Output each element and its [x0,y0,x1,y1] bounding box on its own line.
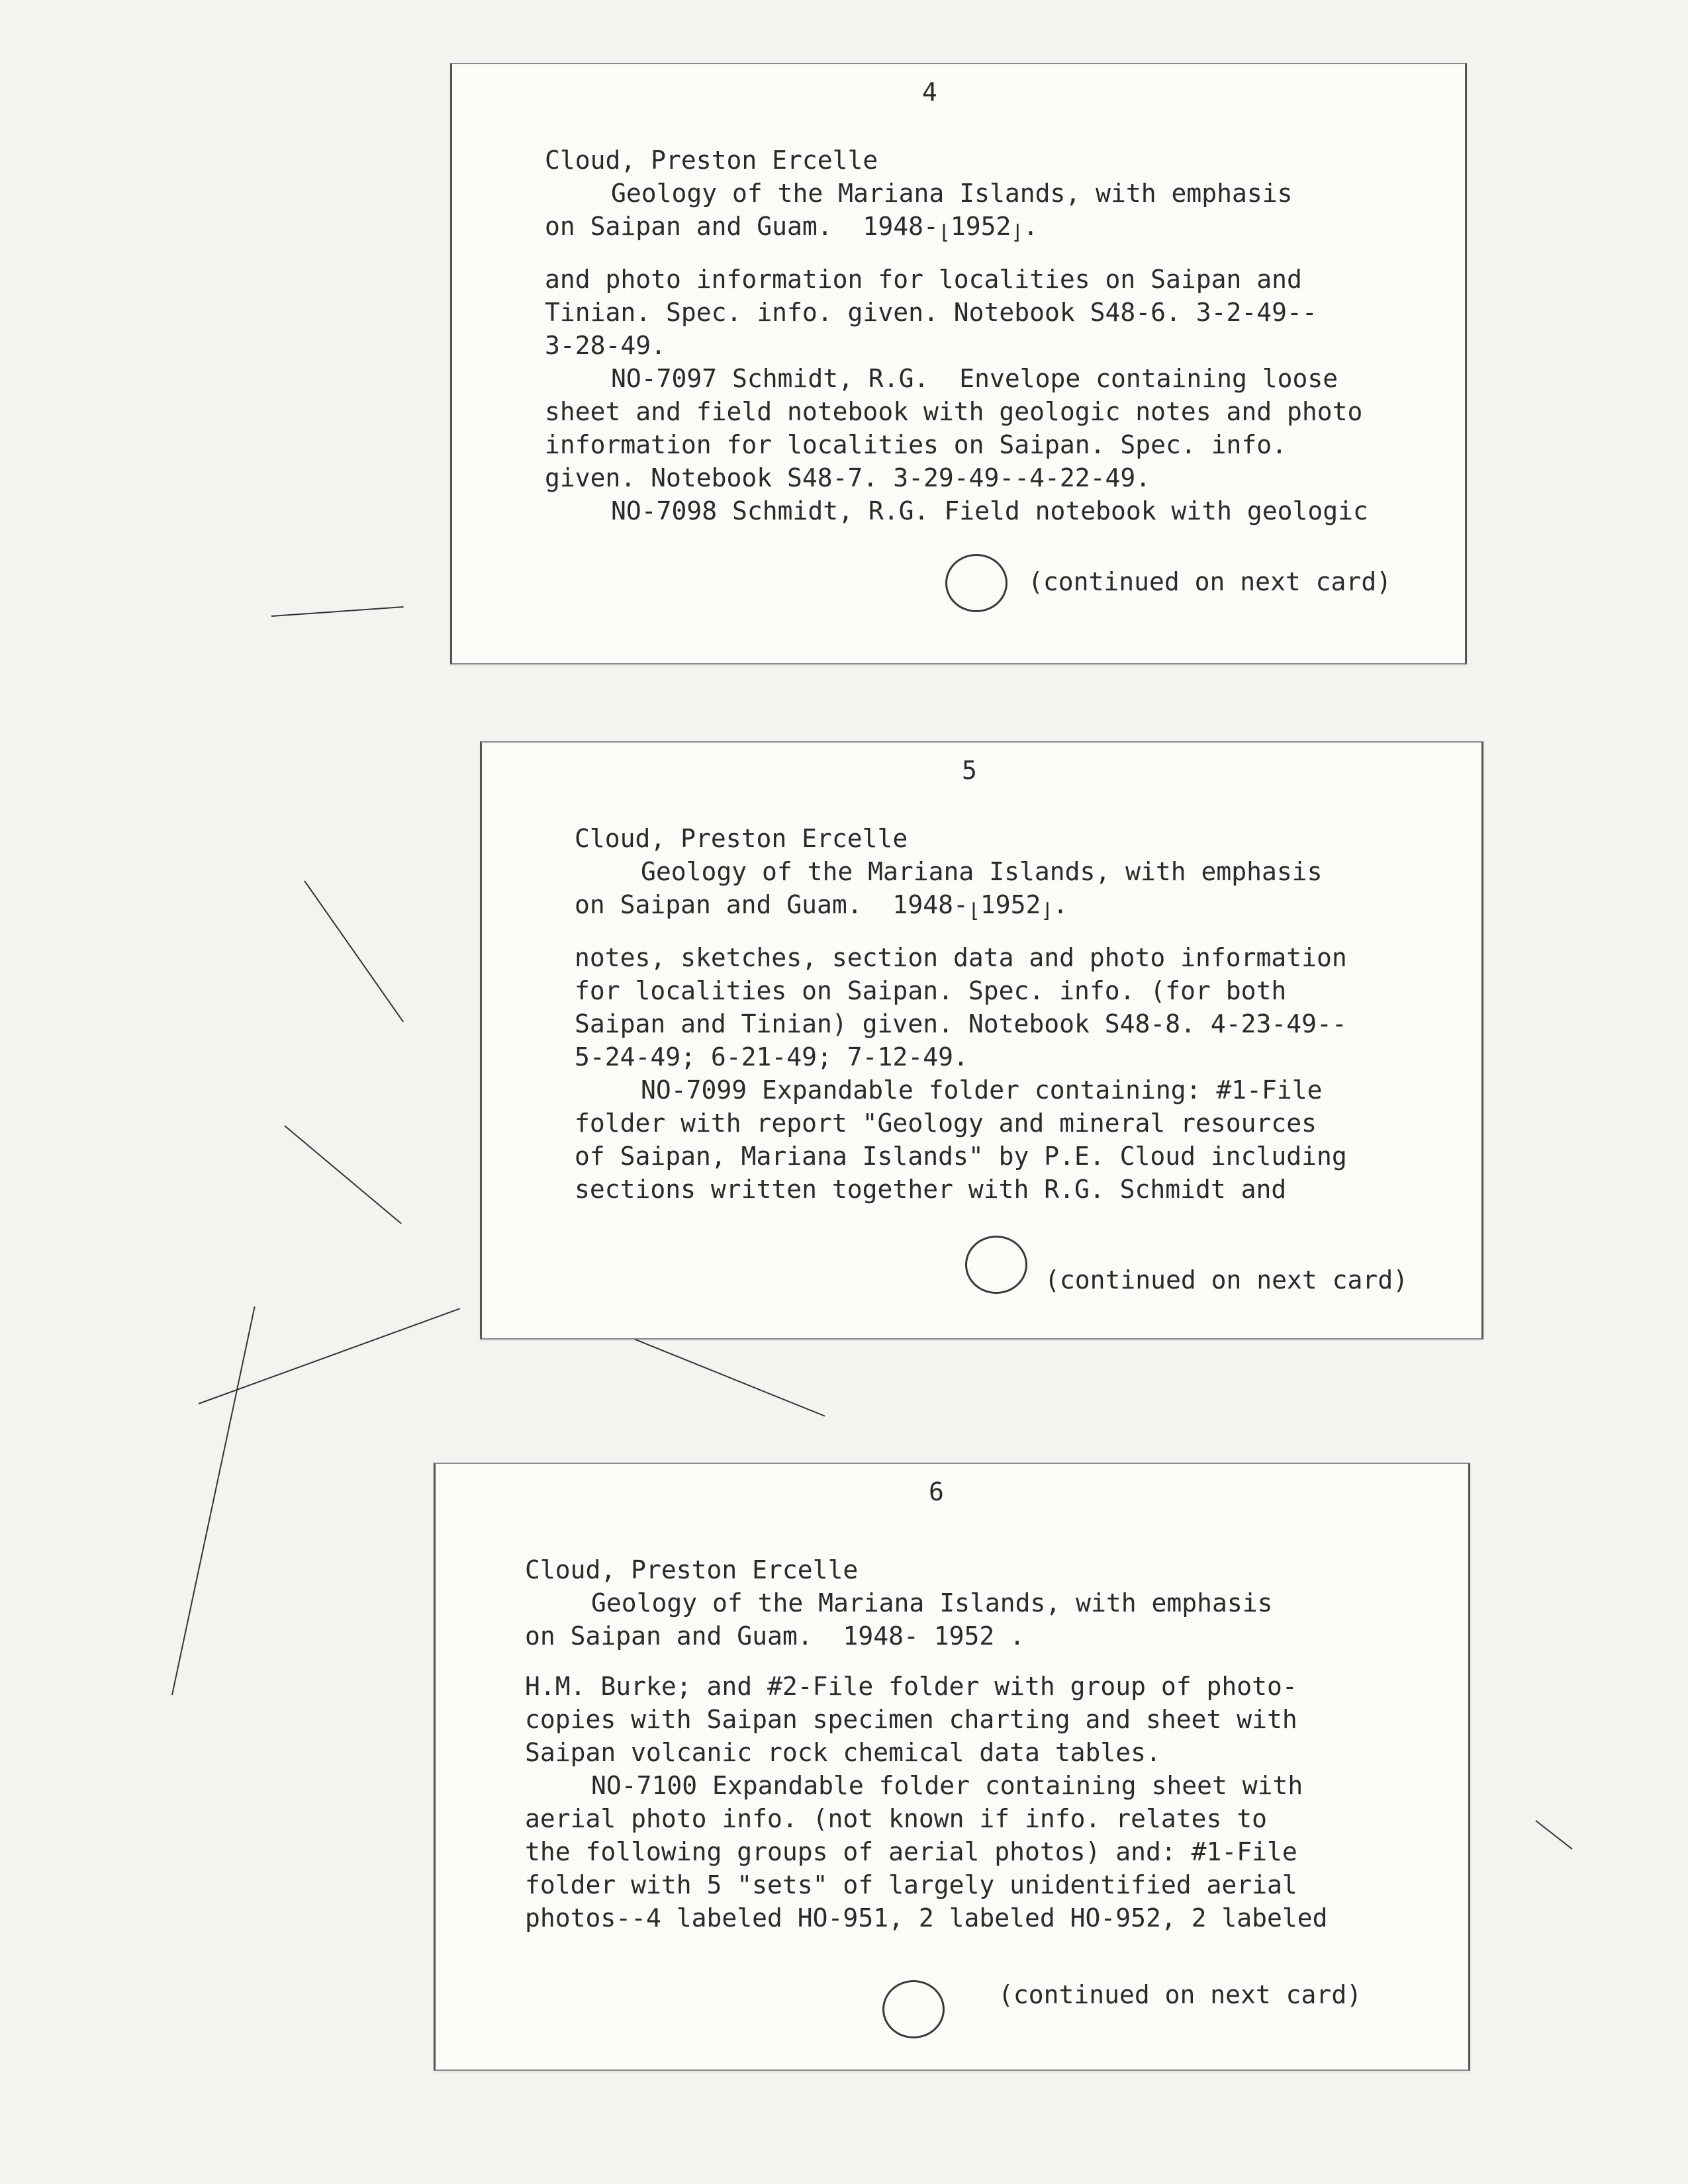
bracket-open: ⌊ [968,899,980,923]
card-line: information for localities on Saipan. Spec. info. [545,430,1288,459]
card-line: notes, sketches, section data and photo information [575,943,1347,972]
card-text [525,1553,1452,1934]
continued-note: (continued on next card) [998,1980,1362,2009]
stray-mark [171,1306,256,1695]
bracket-close: ⌋ [1011,221,1023,244]
card-author: Cloud, Preston Ercelle [575,824,908,853]
stray-mark [1535,1820,1572,1850]
catalog-card-5 [480,741,1483,1340]
title-year-end: 1952 [950,212,1011,241]
title-year-end: 1952 [980,890,1041,919]
card-line: Saipan and Tinian) given. Notebook S48-8. 4-23-49-- [575,1009,1347,1038]
card-line: Saipan volcanic rock chemical data tables. [525,1738,1161,1767]
bracket-open: ⌊ [938,221,951,244]
card-line: given. Notebook S48-7. 3-29-49--4-22-49. [545,463,1151,492]
card-line: NO-7100 Expandable folder containing sheet with [591,1771,1303,1800]
title-text: on Saipan and Guam. 1948- [545,212,939,241]
card-title-line1: Geology of the Mariana Islands, with emphasis [591,1588,1273,1617]
card-line: NO-7098 Schmidt, R.G. Field notebook with geologic [611,496,1368,525]
card-title-line2 [575,888,1468,924]
stray-mark [622,1334,825,1416]
punch-hole [945,554,1008,612]
card-number: 6 [929,1477,944,1506]
card-line: NO-7099 Expandable folder containing: #1-File [641,1075,1323,1105]
title-text: on Saipan and Guam. 1948- [575,890,968,919]
card-line: sheet and field notebook with geologic notes and photo [545,397,1363,426]
continued-note: (continued on next card) [1045,1265,1409,1295]
title-period: . [1023,212,1039,241]
card-line: 5-24-49; 6-21-49; 7-12-49. [575,1042,968,1071]
card-title-line1: Geology of the Mariana Islands, with emphasis [611,179,1293,208]
card-line: sections written together with R.G. Schmidt and [575,1175,1287,1204]
card-line: Tinian. Spec. info. given. Notebook S48-6. 3-2-49-- [545,298,1317,327]
card-line: copies with Saipan specimen charting and sheet with [525,1705,1297,1734]
card-line: folder with report "Geology and mineral resources [575,1109,1317,1138]
card-line: NO-7097 Schmidt, R.G. Envelope containing loose [611,364,1338,393]
bracket-close: ⌋ [1041,899,1053,923]
card-title-line2: on Saipan and Guam. 1948- 1952 . [525,1621,1025,1651]
card-text [545,144,1452,527]
card-number: 4 [922,77,937,107]
card-number: 5 [962,756,977,785]
stray-mark [304,880,404,1022]
card-title-line1: Geology of the Mariana Islands, with emphasis [641,857,1323,886]
card-text [575,822,1468,1206]
card-line: the following groups of aerial photos) and: #1-File [525,1837,1297,1866]
stray-mark [284,1125,401,1224]
card-author: Cloud, Preston Ercelle [525,1555,859,1584]
punch-hole [965,1236,1027,1294]
card-line: photos--4 labeled HO-951, 2 labeled HO-952, 2 labeled [525,1903,1328,1933]
title-period: . [1053,890,1068,919]
card-line: of Saipan, Mariana Islands" by P.E. Cloud including [575,1142,1347,1171]
card-line: 3-28-49. [545,331,667,360]
card-title-line2 [545,210,1452,246]
card-author: Cloud, Preston Ercelle [545,146,878,175]
catalog-card-6 [434,1463,1470,2071]
card-line: and photo information for localities on Saipan and [545,265,1302,294]
stray-mark [271,606,404,617]
card-line: aerial photo info. (not known if info. relates to [525,1804,1268,1833]
continued-note: (continued on next card) [1028,567,1392,596]
card-line: folder with 5 "sets" of largely unidentified aerial [525,1870,1297,1899]
card-line: for localities on Saipan. Spec. info. (for both [575,976,1287,1005]
catalog-card-4 [450,63,1467,664]
card-line: H.M. Burke; and #2-File folder with group of photo- [525,1672,1297,1701]
punch-hole [882,1980,945,2038]
